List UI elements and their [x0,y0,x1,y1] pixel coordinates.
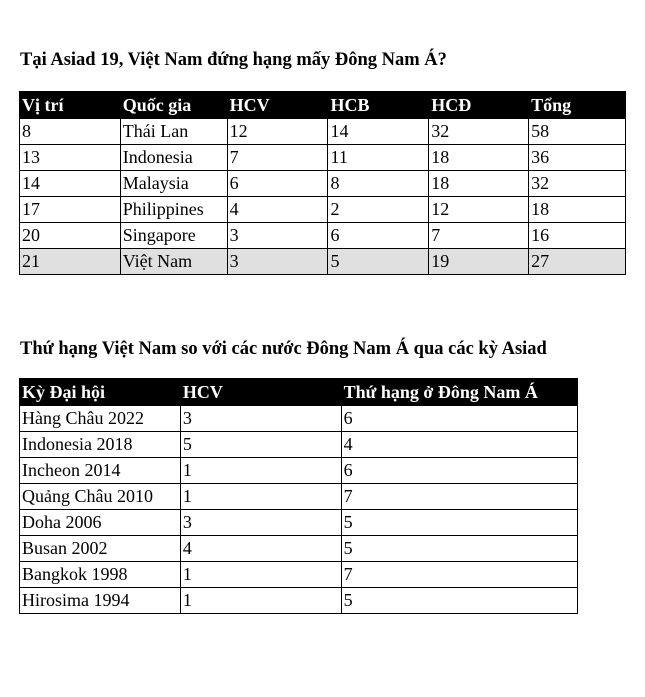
table-header-row [20,379,578,406]
cell-bronze: 18 [429,171,529,197]
table-row [20,588,578,614]
cell-games: Bangkok 1998 [20,562,181,588]
table-row [20,119,626,145]
table-row [20,171,626,197]
table-row [20,223,626,249]
cell-games: Quảng Châu 2010 [20,484,181,510]
table-row [20,406,578,432]
cell-bronze: 18 [429,145,529,171]
cell-rank: 17 [20,197,121,223]
header-gold: HCV [227,92,328,119]
cell-games: Indonesia 2018 [20,432,181,458]
cell-sea-rank: 5 [341,588,577,614]
header-sea-rank: Thứ hạng ở Đông Nam Á [341,379,577,406]
cell-gold: 12 [227,119,328,145]
cell-sea-rank: 7 [341,562,577,588]
asiad-19-medal-table [19,91,626,275]
table-row [20,484,578,510]
cell-country: Singapore [120,223,227,249]
cell-gold: 1 [180,458,341,484]
cell-total: 36 [529,145,626,171]
cell-silver: 5 [328,249,429,275]
cell-gold: 1 [180,484,341,510]
cell-total: 32 [529,171,626,197]
cell-gold: 3 [180,510,341,536]
cell-total: 27 [529,249,626,275]
table-row [20,197,626,223]
cell-bronze: 19 [429,249,529,275]
table-row [20,510,578,536]
cell-country: Thái Lan [120,119,227,145]
cell-country: Việt Nam [120,249,227,275]
cell-rank: 8 [20,119,121,145]
cell-games: Busan 2002 [20,536,181,562]
cell-gold: 7 [227,145,328,171]
cell-country: Malaysia [120,171,227,197]
cell-gold: 6 [227,171,328,197]
header-rank: Vị trí [20,92,121,119]
cell-country: Philippines [120,197,227,223]
cell-silver: 11 [328,145,429,171]
cell-games: Hàng Châu 2022 [20,406,181,432]
cell-total: 16 [529,223,626,249]
cell-gold: 4 [180,536,341,562]
table-row [20,432,578,458]
header-silver: HCB [328,92,429,119]
cell-country: Indonesia [120,145,227,171]
header-games: Kỳ Đại hội [20,379,181,406]
cell-gold: 1 [180,588,341,614]
header-bronze: HCĐ [429,92,529,119]
cell-silver: 6 [328,223,429,249]
table-row [20,562,578,588]
table-header-row [20,92,626,119]
cell-silver: 14 [328,119,429,145]
cell-bronze: 32 [429,119,529,145]
cell-rank: 13 [20,145,121,171]
cell-gold: 4 [227,197,328,223]
header-gold: HCV [180,379,341,406]
cell-bronze: 12 [429,197,529,223]
cell-rank: 21 [20,249,121,275]
cell-games: Doha 2006 [20,510,181,536]
header-country: Quốc gia [120,92,227,119]
cell-rank: 20 [20,223,121,249]
cell-sea-rank: 6 [341,458,577,484]
medal-table-title: Tại Asiad 19, Việt Nam đứng hạng mấy Đông Nam Á? [20,50,447,70]
table-row [20,145,626,171]
ranking-history-title: Thứ hạng Việt Nam so với các nước Đông Nam Á qua các kỳ Asiad [20,339,547,359]
header-total: Tổng [529,92,626,119]
cell-gold: 5 [180,432,341,458]
table-row-highlighted [20,249,626,275]
cell-silver: 8 [328,171,429,197]
table-row [20,458,578,484]
cell-total: 18 [529,197,626,223]
cell-games: Incheon 2014 [20,458,181,484]
cell-sea-rank: 4 [341,432,577,458]
cell-sea-rank: 5 [341,536,577,562]
cell-gold: 3 [227,223,328,249]
cell-sea-rank: 6 [341,406,577,432]
cell-sea-rank: 5 [341,510,577,536]
cell-total: 58 [529,119,626,145]
cell-silver: 2 [328,197,429,223]
cell-gold: 1 [180,562,341,588]
cell-gold: 3 [180,406,341,432]
table-row [20,536,578,562]
cell-sea-rank: 7 [341,484,577,510]
cell-gold: 3 [227,249,328,275]
cell-rank: 14 [20,171,121,197]
cell-bronze: 7 [429,223,529,249]
asiad-ranking-history-table [19,378,578,614]
cell-games: Hirosima 1994 [20,588,181,614]
